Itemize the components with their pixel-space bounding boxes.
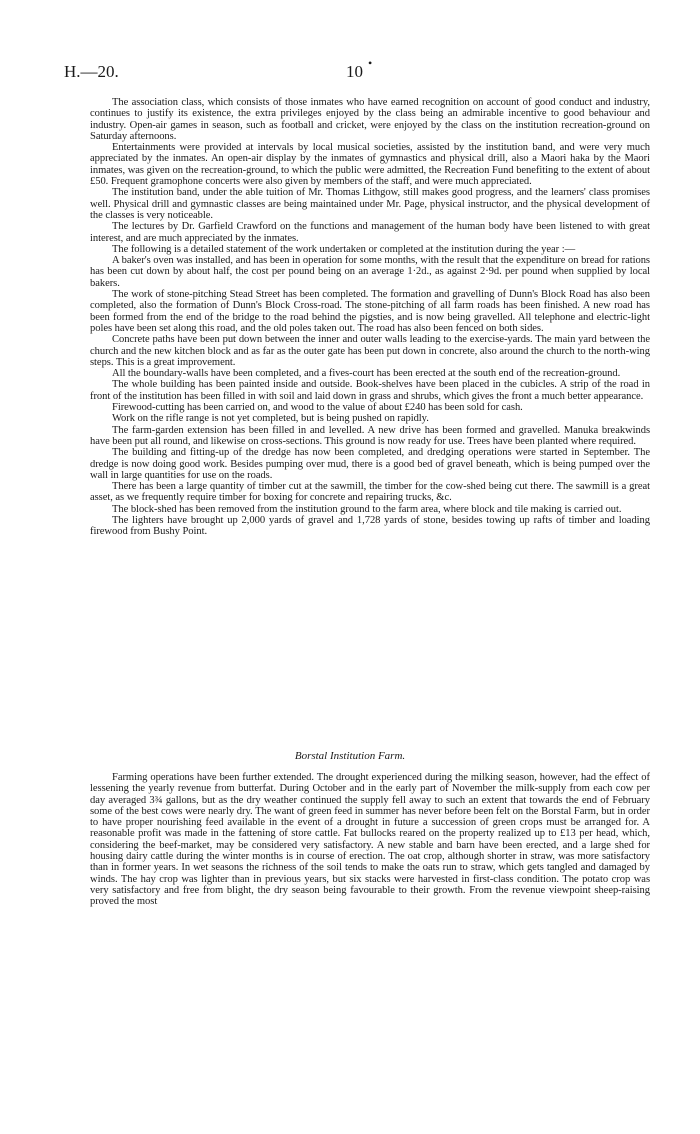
- paragraph: The association class, which consists of those inmates who have earned recognition on account of good conduct and industry, continues to justify its existence, the extra privileges enjoyed by the class being an admirable incentive to good behaviour and industry. Open-air games in season, such as football and cricket, were enjoyed by the class on the institution recreation-ground on Saturday afternoons.: [90, 97, 650, 142]
- page-number: 10: [346, 62, 363, 81]
- paragraph: Entertainments were provided at intervals by local musical societies, assisted by the institution band, and were very much appreciated by the inmates. An open-air display by the inmates of gymnastics and physical drill, also a Maori haka by the Maori inmates, was given on the recreation-ground, to which the public were admitted, the Recreation Fund benefiting to the extent of about £50. Frequent gramophone concerts were also given by members of the staff, and were much appreciated.: [90, 142, 650, 188]
- paragraph: There has been a large quantity of timber cut at the sawmill, the timber for the cow-shed being cut there. The sawmill is a great asset, as we frequently require timber for boxing for concrete and repairing trucks, &c.: [90, 481, 650, 504]
- section-heading: Borstal Institution Farm.: [294, 750, 406, 762]
- paragraph: Firewood-cutting has been carried on, and wood to the value of about £240 has been sold for cash.: [112, 402, 523, 414]
- paragraph: The following is a detailed statement of the work undertaken or completed at the institution during the year :—: [112, 243, 576, 255]
- paragraph: Concrete paths have been put down between the inner and outer walls leading to the exercise-yards. The main yard between the church and the new kitchen block and as far as the outer gate has been put down in concrete, also around the church to the north-wing steps. This is a great improvement.: [90, 334, 650, 368]
- paragraph: The building and fitting-up of the dredge has now been completed, and dredging operations were started in September. The dredge is now doing good work. Besides pumping over mud, there is a good bed of gravel beneath, which is being pumped over the wall in large quantities for use on the roads.: [90, 447, 650, 481]
- paragraph: The whole building has been painted inside and outside. Book-shelves have been placed in the cubicles. A strip of the road in front of the institution has been filled in with soil and laid down in grass and shrubs, which gives the front a much better appearance.: [90, 379, 650, 402]
- paragraph: Farming operations have been further extended. The drought experienced during the milking season, however, had the effect of lessening the yearly revenue from butterfat. During October and in the early part of November the milk-supply from each cow per day averaged 3¾ gallons, but as the dry weather continued the supply fell away to such an extent that towards the end of February some of the best cows were nearly dry. The want of green feed in summer has never before been felt on the Borstal Farm, but in order to have proper nourishing feed available in the event of a drought in future a succession of green crops must be arranged for. A reasonable profit was made in the fattening of store cattle. Fat bullocks reared on the property realized up to £13 per head, which, considering the beef-market, may be considered very satisfactory. A new stable and barn have been erected, and a large shed for housing dairy cattle during the winter months is in course of erection. The oat crop, although shorter in straw, was more satisfactory than in former years. In wet seasons the richness of the soil tends to make the oats run to straw, which gets tangled and damaged by winds. The hay crop was lighter than in previous years, but six stacks were harvested in first-class condition. The potato crop was very satisfactory and free from blight, the dry season being favourable to their growth. From the revenue viewpoint sheep-raising proved the most: [90, 772, 650, 908]
- paragraph: The block-shed has been removed from the institution ground to the farm area, where block and tile making is carried out.: [112, 503, 622, 515]
- paragraph: The lighters have brought up 2,000 yards of gravel and 1,728 yards of stone, besides towing up rafts of timber and loading firewood from Bushy Point.: [90, 514, 650, 538]
- paragraph: All the boundary-walls have been completed, and a fives-court has been erected at the south end of the recreation-ground.: [112, 368, 621, 380]
- section-body: [90, 97, 650, 538]
- report-reference: H.—20.: [64, 62, 119, 81]
- paragraph: The farm-garden extension has been filled in and levelled. A new drive has been formed and gravelled. Manuka breakwinds have been put all round, and likewise on cross-sections. This ground is now ready for use. Trees have been planted where required.: [90, 424, 650, 447]
- paragraph: The institution band, under the able tuition of Mr. Thomas Lithgow, still makes good progress, and the learners' class promises well. Physical drill and gymnastic classes are being maintained under Mr. Page, physical instructor, and the physical development of the classes is very noticeable.: [90, 187, 650, 221]
- paragraph: A baker's oven was installed, and has been in operation for some months, with the result that the expenditure on bread for rations has been cut down by about half, the cost per pound being on an average 1·2d., as against 2·9d. per pound when supplied by local bakers.: [90, 255, 650, 289]
- paragraph: The work of stone-pitching Stead Street has been completed. The formation and gravelling of Dunn's Block Road has also been completed, also the formation of Dunn's Block Cross-road. The stone-pitching of all farm roads has been finished. A new road has been formed from the end of the bridge to the road behind the pigsties, and is now being gravelled. All telephone and electric-light poles have been set along this road, and the old poles taken out. The road has also been fenced on both sides.: [90, 289, 650, 334]
- paragraph: The lectures by Dr. Garfield Crawford on the functions and management of the human body have been listened to with great interest, and are much appreciated by the inmates.: [90, 221, 650, 244]
- paragraph: Work on the rifle range is not yet completed, but is being pushed on rapidly.: [112, 413, 429, 425]
- printer-mark: •: [368, 56, 373, 70]
- section-body: [90, 772, 650, 908]
- page-header: [64, 56, 644, 82]
